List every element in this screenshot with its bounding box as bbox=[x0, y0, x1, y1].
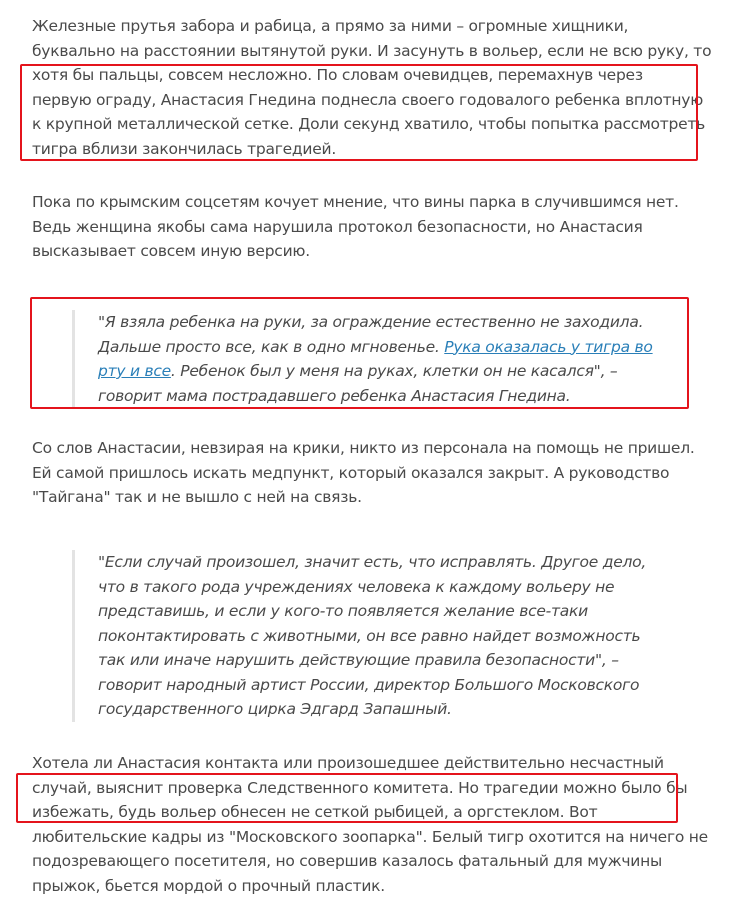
quote-line: представишь, и если у кого-то появляется желание все-таки bbox=[98, 602, 588, 620]
text-line: Ей самой пришлось искать медпункт, который оказался закрыт. А руководство bbox=[32, 463, 670, 482]
text-line: Хотела ли Анастасия контакта или произошедшее действительно несчастный bbox=[32, 754, 664, 772]
text-line: "Тайгана" так и не вышло с ней на связь. bbox=[32, 488, 362, 506]
paragraph-no-help bbox=[32, 436, 700, 510]
text-line: избежать, будь вольер обнесен не сеткой рыбицей, а оргстеклом. Вот bbox=[32, 803, 598, 821]
quote-line: что в такого рода учреждениях человека к каждому вольеру не bbox=[98, 577, 615, 596]
text-line: к крупной металлической сетке. Доли секунд хватило, чтобы попытка рассмотреть bbox=[32, 115, 706, 133]
tiger-video-link[interactable]: Рука оказалась у тигра во bbox=[444, 337, 653, 356]
paragraph-fence-description bbox=[32, 14, 712, 161]
paragraph-investigation bbox=[32, 751, 708, 898]
paragraph-social-opinion bbox=[32, 190, 700, 264]
quote-anastasia bbox=[72, 310, 698, 408]
text-line: высказывает совсем иную версию. bbox=[32, 242, 310, 260]
text-line: подозревающего посетителя, но совершив казалось фатальный для мужчины bbox=[32, 852, 662, 870]
text-line: буквально на расстоянии вытянутой руки. И засунуть в вольер, если не всю руку, то bbox=[32, 41, 712, 60]
text-line: хотя бы пальцы, совсем несложно. По словам очевидцев, перемахнув через bbox=[32, 66, 643, 84]
quote-line: так или иначе нарушить действующие правила безопасности", – bbox=[98, 651, 619, 669]
quote-line: говорит мама пострадавшего ребенка Анастасия Гнедина. bbox=[98, 386, 571, 405]
quote-text: Дальше просто все, как в одно мгновенье. bbox=[98, 337, 445, 356]
text-line: любительские кадры из "Московского зоопарка". Белый тигр охотится на ничего не bbox=[32, 827, 708, 846]
quote-line: говорит народный артист России, директор Большого Московского bbox=[98, 675, 640, 694]
text-line: случай, выяснит проверка Следственного комитета. Но трагедии можно было бы bbox=[32, 778, 688, 797]
text-line: первую ограду, Анастасия Гнедина поднесла своего годовалого ребенка вплотную bbox=[32, 90, 704, 109]
text-line: тигра вблизи закончилась трагедией. bbox=[32, 139, 336, 158]
quote-line bbox=[98, 335, 698, 360]
text-line: прыжок, бьется мордой о прочный пластик. bbox=[32, 876, 385, 895]
text-line: Со слов Анастасии, невзирая на крики, никто из персонала на помощь не пришел. bbox=[32, 439, 695, 457]
quote-zapashny bbox=[72, 550, 698, 722]
quote-text: . Ребенок был у меня на руках, клетки он не касался", – bbox=[170, 362, 618, 380]
quote-line: "Если случай произошел, значит есть, что исправлять. Другое дело, bbox=[98, 553, 647, 571]
tiger-video-link-continued[interactable]: рту и все bbox=[98, 362, 171, 380]
quote-line: поконтактировать с животными, он все равно найдет возможность bbox=[98, 626, 641, 645]
quote-line: государственного цирка Эдгард Запашный. bbox=[98, 700, 452, 718]
quote-line bbox=[98, 359, 698, 384]
text-line: Пока по крымским соцсетям кочует мнение, что вины парка в случившимся нет. bbox=[32, 193, 679, 211]
quote-line: "Я взяла ребенка на руки, за ограждение естественно не заходила. bbox=[98, 313, 644, 331]
text-line: Железные прутья забора и рабица, а прямо за ними – огромные хищники, bbox=[32, 17, 629, 35]
text-line: Ведь женщина якобы сама нарушила протокол безопасности, но Анастасия bbox=[32, 217, 643, 236]
